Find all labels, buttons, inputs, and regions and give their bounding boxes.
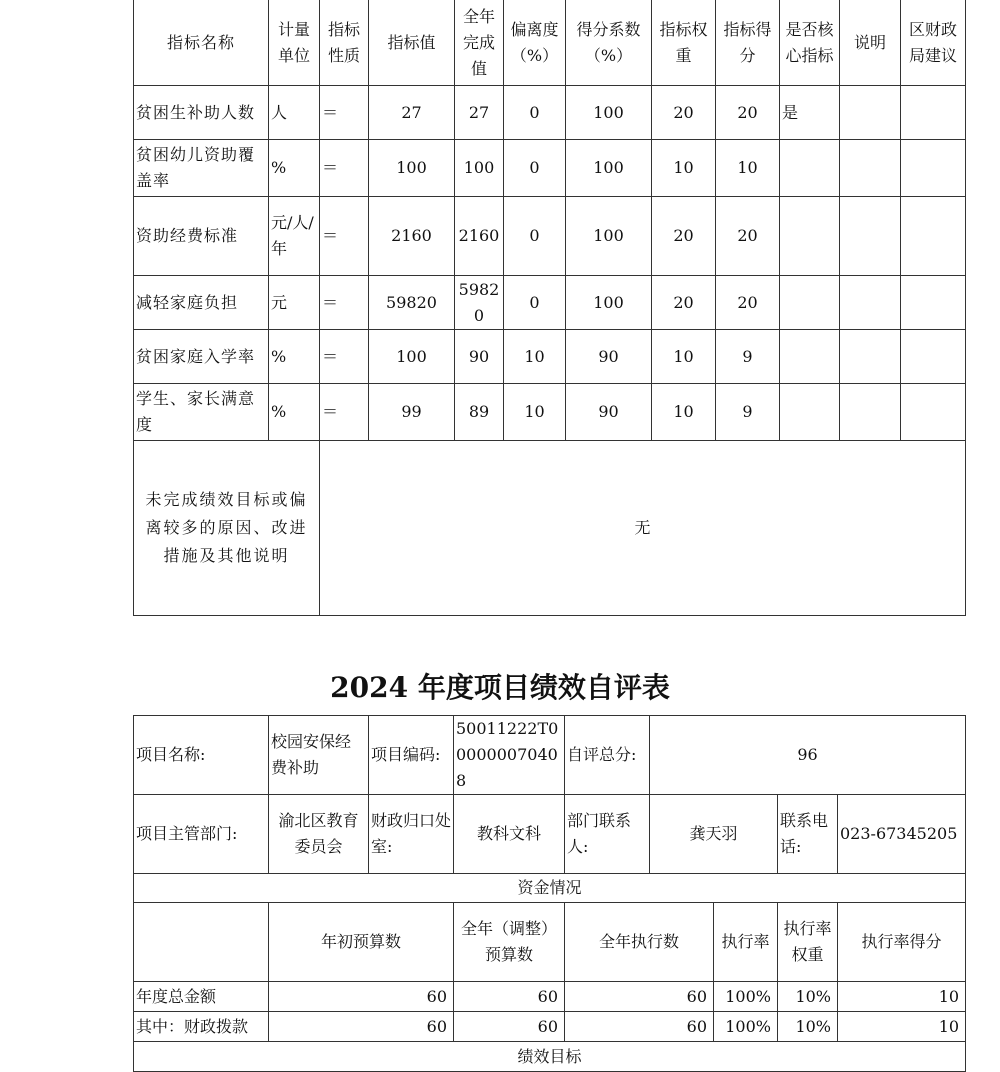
indicator-unit: % (269, 140, 320, 197)
dept-value: 渝北区教育委员会 (269, 795, 369, 874)
indicator-actual: 27 (455, 86, 504, 140)
project-code-label: 项目编码: (369, 716, 454, 795)
form-title: 2024 年度项目绩效自评表 (330, 671, 670, 704)
indicator-score: 20 (716, 86, 780, 140)
funds-header-rate-weight: 执行率权重 (778, 903, 838, 982)
indicator-unit: 人 (269, 86, 320, 140)
indicator-core (780, 197, 840, 276)
project-info-row (134, 716, 966, 795)
indicator-weight: 10 (652, 384, 716, 441)
indicator-coef: 90 (566, 330, 652, 384)
indicator-target: 100 (369, 330, 455, 384)
indicator-target: 59820 (369, 276, 455, 330)
indicator-weight: 20 (652, 86, 716, 140)
funds-rate-score: 10 (838, 1012, 966, 1042)
funds-row-label: 年度总金额 (134, 982, 269, 1012)
indicator-coef: 100 (566, 276, 652, 330)
indicator-score: 20 (716, 197, 780, 276)
table-row (134, 140, 966, 197)
project-code-value: 50011222T000000070408 (454, 716, 565, 795)
indicator-note (840, 330, 901, 384)
indicator-actual: 100 (455, 140, 504, 197)
header-core: 是否核心指标 (780, 0, 840, 86)
indicator-target: 2160 (369, 197, 455, 276)
office-label: 财政归口处室: (369, 795, 454, 874)
indicator-unit: % (269, 384, 320, 441)
indicator-name: 资助经费标准 (134, 197, 269, 276)
table-row (134, 330, 966, 384)
indicator-advice (901, 330, 966, 384)
funds-executed: 60 (565, 982, 714, 1012)
remark-value: 无 (320, 441, 966, 616)
indicator-target: 27 (369, 86, 455, 140)
indicator-name: 减轻家庭负担 (134, 276, 269, 330)
indicator-nature: ＝ (320, 140, 369, 197)
indicator-unit: % (269, 330, 320, 384)
funds-row-label: 其中：财政拨款 (134, 1012, 269, 1042)
phone-value: 023-67345205 (838, 795, 966, 874)
indicator-nature: ＝ (320, 197, 369, 276)
indicator-core: 是 (780, 86, 840, 140)
funds-header-blank (134, 903, 269, 982)
indicator-note (840, 276, 901, 330)
indicator-unit: 元 (269, 276, 320, 330)
header-target: 指标值 (369, 0, 455, 86)
indicator-target: 100 (369, 140, 455, 197)
indicator-advice (901, 86, 966, 140)
indicator-note (840, 384, 901, 441)
table-row (134, 1012, 966, 1042)
funds-header-rate: 执行率 (714, 903, 778, 982)
indicator-score: 10 (716, 140, 780, 197)
indicator-score: 20 (716, 276, 780, 330)
indicator-header-row (134, 0, 966, 86)
header-indicator-name: 指标名称 (134, 0, 269, 86)
self-score-value: 96 (650, 716, 966, 795)
indicator-deviation: 0 (504, 276, 566, 330)
project-form-table (133, 715, 966, 1072)
header-note: 说明 (840, 0, 901, 86)
indicator-deviation: 0 (504, 86, 566, 140)
indicator-deviation: 10 (504, 330, 566, 384)
contact-value: 龚天羽 (650, 795, 778, 874)
funds-adjusted: 60 (454, 982, 565, 1012)
indicator-actual: 59820 (455, 276, 504, 330)
project-name-label: 项目名称: (134, 716, 269, 795)
funds-executed: 60 (565, 1012, 714, 1042)
indicator-coef: 100 (566, 86, 652, 140)
indicator-actual: 89 (455, 384, 504, 441)
funds-header-initial: 年初预算数 (269, 903, 454, 982)
indicator-nature: ＝ (320, 86, 369, 140)
indicator-target: 99 (369, 384, 455, 441)
table-row (134, 982, 966, 1012)
indicator-table (133, 0, 966, 616)
indicator-score: 9 (716, 384, 780, 441)
funds-adjusted: 60 (454, 1012, 565, 1042)
indicator-advice (901, 276, 966, 330)
header-actual: 全年完成值 (455, 0, 504, 86)
remark-label: 未完成绩效目标或偏离较多的原因、改进措施及其他说明 (134, 441, 320, 616)
header-nature: 指标性质 (320, 0, 369, 86)
indicator-name: 贫困家庭入学率 (134, 330, 269, 384)
contact-label: 部门联系人: (565, 795, 650, 874)
goals-section-title: 绩效目标 (134, 1042, 966, 1072)
funds-header-rate-score: 执行率得分 (838, 903, 966, 982)
indicator-core (780, 140, 840, 197)
indicator-deviation: 0 (504, 140, 566, 197)
indicator-actual: 2160 (455, 197, 504, 276)
funds-section-row (134, 874, 966, 903)
indicator-actual: 90 (455, 330, 504, 384)
indicator-nature: ＝ (320, 384, 369, 441)
dept-label: 项目主管部门: (134, 795, 269, 874)
funds-rate-weight: 10% (778, 982, 838, 1012)
indicator-unit: 元/人/年 (269, 197, 320, 276)
header-weight: 指标权重 (652, 0, 716, 86)
table-row (134, 384, 966, 441)
indicator-core (780, 276, 840, 330)
indicator-coef: 100 (566, 140, 652, 197)
office-value: 教科文科 (454, 795, 565, 874)
funds-header-row (134, 903, 966, 982)
table-row (134, 276, 966, 330)
remark-row (134, 441, 966, 616)
indicator-deviation: 0 (504, 197, 566, 276)
indicator-note (840, 140, 901, 197)
indicator-weight: 20 (652, 197, 716, 276)
table-row (134, 86, 966, 140)
header-unit: 计量单位 (269, 0, 320, 86)
indicator-advice (901, 384, 966, 441)
project-dept-row (134, 795, 966, 874)
indicator-name: 学生、家长满意度 (134, 384, 269, 441)
funds-section-title: 资金情况 (134, 874, 966, 903)
indicator-advice (901, 140, 966, 197)
header-coef: 得分系数（%） (566, 0, 652, 86)
indicator-score: 9 (716, 330, 780, 384)
self-score-label: 自评总分: (565, 716, 650, 795)
indicator-deviation: 10 (504, 384, 566, 441)
funds-rate-score: 10 (838, 982, 966, 1012)
indicator-nature: ＝ (320, 330, 369, 384)
header-score: 指标得分 (716, 0, 780, 86)
indicator-name: 贫困生补助人数 (134, 86, 269, 140)
indicator-nature: ＝ (320, 276, 369, 330)
indicator-name: 贫困幼儿资助覆盖率 (134, 140, 269, 197)
phone-label: 联系电话: (778, 795, 838, 874)
indicator-weight: 20 (652, 276, 716, 330)
funds-rate: 100% (714, 982, 778, 1012)
indicator-advice (901, 197, 966, 276)
funds-rate-weight: 10% (778, 1012, 838, 1042)
header-advice: 区财政局建议 (901, 0, 966, 86)
indicator-weight: 10 (652, 140, 716, 197)
indicator-core (780, 384, 840, 441)
indicator-note (840, 86, 901, 140)
project-name-value: 校园安保经费补助 (269, 716, 369, 795)
indicator-core (780, 330, 840, 384)
header-deviation: 偏离度（%） (504, 0, 566, 86)
funds-header-adjusted: 全年（调整）预算数 (454, 903, 565, 982)
indicator-weight: 10 (652, 330, 716, 384)
table-row (134, 197, 966, 276)
indicator-coef: 100 (566, 197, 652, 276)
funds-initial: 60 (269, 982, 454, 1012)
indicator-coef: 90 (566, 384, 652, 441)
goals-section-row (134, 1042, 966, 1072)
indicator-note (840, 197, 901, 276)
funds-header-executed: 全年执行数 (565, 903, 714, 982)
funds-initial: 60 (269, 1012, 454, 1042)
funds-rate: 100% (714, 1012, 778, 1042)
